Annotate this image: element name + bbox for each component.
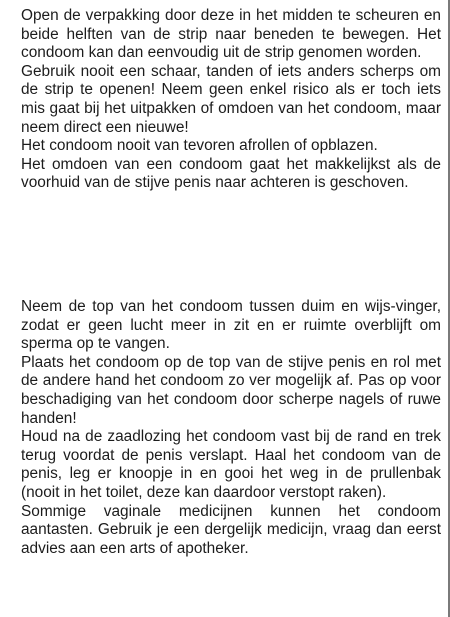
paragraph-hold-tip: Neem de top van het condoom tussen duim en wijs-vinger, zodat er geen lucht meer in zit en er ruimte overblijft om sperma op te vangen. [21,298,441,353]
paragraph-medication-warning: Sommige vaginale medicijnen kunnen het condoom aantasten. Gebruik je een dergelijk medicijn, vraag dan eerst advies aan een arts of apotheker. [21,502,441,557]
instructions-section-1 [21,7,441,193]
paragraph-roll-on: Plaats het condoom op de top van de stijve penis en rol met de andere hand het condoom zo ver mogelijk af. Pas op voor beschadiging van het condoom door scherpe nagels of ruwe handen! [21,353,441,427]
paragraph-no-unrolling: Het condoom nooit van tevoren afrollen of opblazen. [21,137,378,155]
paragraph-open-package: Open de verpakking door deze in het midden te scheuren en beide helften van de strip naar beneden te bewegen. Het condoom kan dan eenvoudig uit de strip genomen worden. [21,7,441,62]
paragraph-no-scissors: Gebruik nooit een schaar, tanden of iets anders scherps om de strip te openen! Neem geen enkel risico als er toch iets mis gaat bij het uitpakken of omdoen van het condoom, maar neem direct een nieuwe! [21,62,441,136]
instructions-section-2 [21,298,441,558]
paragraph-removal: Houd na de zaadlozing het condoom vast bij de rand en trek terug voordat de penis verslapt. Haal het condoom van de penis, leg er knoopje in en gooi het weg in de prullenbak (nooit in het toilet, deze kan daardoor verstopt raken). [21,428,441,501]
paragraph-foreskin: Het omdoen van een condoom gaat het makkelijkst als de voorhuid van de stijve penis naar achteren is geschoven. [21,155,441,192]
